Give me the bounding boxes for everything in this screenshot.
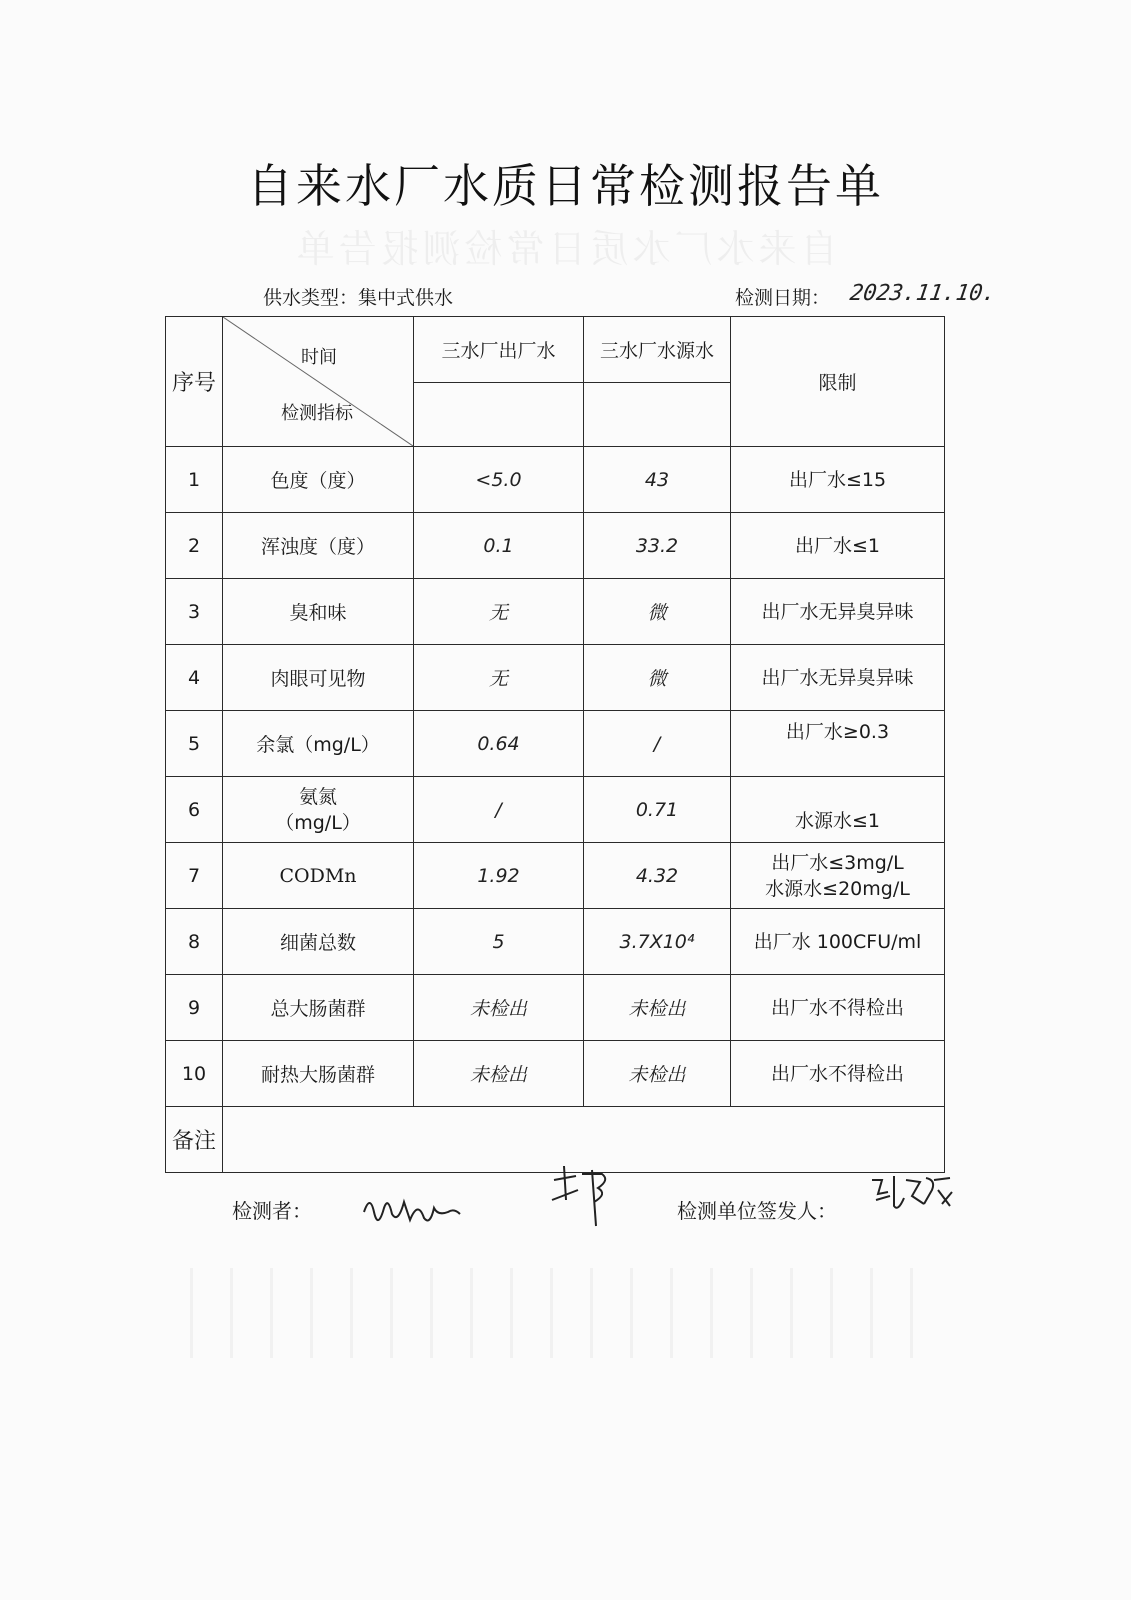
source-value: 0.71 — [584, 777, 731, 843]
signer-signature — [868, 1170, 968, 1215]
header-col2-blank — [584, 383, 731, 447]
source-value: 微 — [584, 645, 731, 711]
header-col-plant-outlet: 三水厂出厂水 — [414, 317, 584, 383]
table-row — [166, 975, 945, 1041]
outlet-value: 0.1 — [414, 513, 584, 579]
limit-outlet: 出厂水≤3mg/L — [771, 851, 904, 874]
limit-value: 出厂水无异臭异味 — [731, 645, 945, 711]
table-row — [166, 447, 945, 513]
source-value: 3.7X10⁴ — [584, 909, 731, 975]
source-value: 未检出 — [584, 975, 731, 1041]
source-value: / — [584, 711, 731, 777]
table-row — [166, 843, 945, 909]
table-row — [166, 645, 945, 711]
source-value: 33.2 — [584, 513, 731, 579]
tester-signature-1 — [360, 1180, 470, 1230]
indicator-name: 余氯（mg/L） — [223, 711, 414, 777]
indicator-name: 浑浊度（度） — [223, 513, 414, 579]
row-number: 5 — [166, 711, 223, 777]
row-number: 6 — [166, 777, 223, 843]
limit-value: 出厂水 100CFU/ml — [731, 909, 945, 975]
indicator-name: 总大肠菌群 — [223, 975, 414, 1041]
limit-value: 出厂水≤15 — [731, 447, 945, 513]
header-diagonal-cell — [223, 317, 414, 447]
outlet-value: / — [414, 777, 584, 843]
source-value: 43 — [584, 447, 731, 513]
indicator-name: 氨氮（mg/L） — [223, 777, 414, 843]
outlet-value: <5.0 — [414, 447, 584, 513]
table-row — [166, 579, 945, 645]
row-number: 4 — [166, 645, 223, 711]
source-value: 未检出 — [584, 1041, 731, 1107]
outlet-value: 1.92 — [414, 843, 584, 909]
header-limit: 限制 — [731, 317, 945, 447]
outlet-value: 无 — [414, 579, 584, 645]
table-row — [166, 711, 945, 777]
page-title: 自来水厂水质日常检测报告单 — [247, 159, 884, 213]
test-date-value: 2023.11.10. — [848, 281, 998, 306]
diagonal-line — [223, 317, 413, 446]
limit-value: 水源水≤1 — [731, 777, 945, 843]
bleed-through-title: 自来水厂水质日常检测报告单 — [292, 227, 839, 271]
table-row — [166, 1041, 945, 1107]
limit-value: 出厂水不得检出 — [731, 1041, 945, 1107]
outlet-value: 无 — [414, 645, 584, 711]
row-number: 1 — [166, 447, 223, 513]
source-value: 4.32 — [584, 843, 731, 909]
header-col1-blank — [414, 383, 584, 447]
row-number: 8 — [166, 909, 223, 975]
water-quality-table — [165, 316, 945, 1173]
row-number: 9 — [166, 975, 223, 1041]
header-time: 时间 — [301, 347, 337, 368]
tester-label: 检测者： — [232, 1199, 312, 1223]
supply-type-label: 供水类型：集中式供水 — [263, 287, 454, 309]
limit-value: 出厂水不得检出 — [731, 975, 945, 1041]
outlet-value: 0.64 — [414, 711, 584, 777]
indicator-name: 色度（度） — [223, 447, 414, 513]
indicator-name: 臭和味 — [223, 579, 414, 645]
signer-label: 检测单位签发人： — [677, 1199, 837, 1223]
limit-source: 水源水≤20mg/L — [765, 877, 910, 900]
table-row — [166, 909, 945, 975]
indicator-name: 耐热大肠菌群 — [223, 1041, 414, 1107]
header-col-plant-source: 三水厂水源水 — [584, 317, 731, 383]
outlet-value: 未检出 — [414, 975, 584, 1041]
row-number: 3 — [166, 579, 223, 645]
table-row — [166, 777, 945, 843]
limit-value: 出厂水≥0.3 — [731, 711, 945, 777]
outlet-value: 未检出 — [414, 1041, 584, 1107]
indicator-name: 细菌总数 — [223, 909, 414, 975]
faded-bleed-through — [190, 1268, 950, 1358]
limit-value: 出厂水≤1 — [731, 513, 945, 579]
limit-value — [731, 843, 945, 909]
indicator-name: 肉眼可见物 — [223, 645, 414, 711]
header-indicator: 检测指标 — [281, 403, 353, 424]
header-seq: 序号 — [166, 317, 223, 447]
row-number: 2 — [166, 513, 223, 579]
remark-label: 备注 — [166, 1107, 223, 1173]
table-row — [166, 513, 945, 579]
limit-value: 出厂水无异臭异味 — [731, 579, 945, 645]
tester-signature-2 — [548, 1160, 618, 1230]
test-date-label: 检测日期： — [735, 287, 831, 309]
row-number: 10 — [166, 1041, 223, 1107]
source-value: 微 — [584, 579, 731, 645]
outlet-value: 5 — [414, 909, 584, 975]
indicator-name: CODMn — [223, 843, 414, 909]
row-number: 7 — [166, 843, 223, 909]
